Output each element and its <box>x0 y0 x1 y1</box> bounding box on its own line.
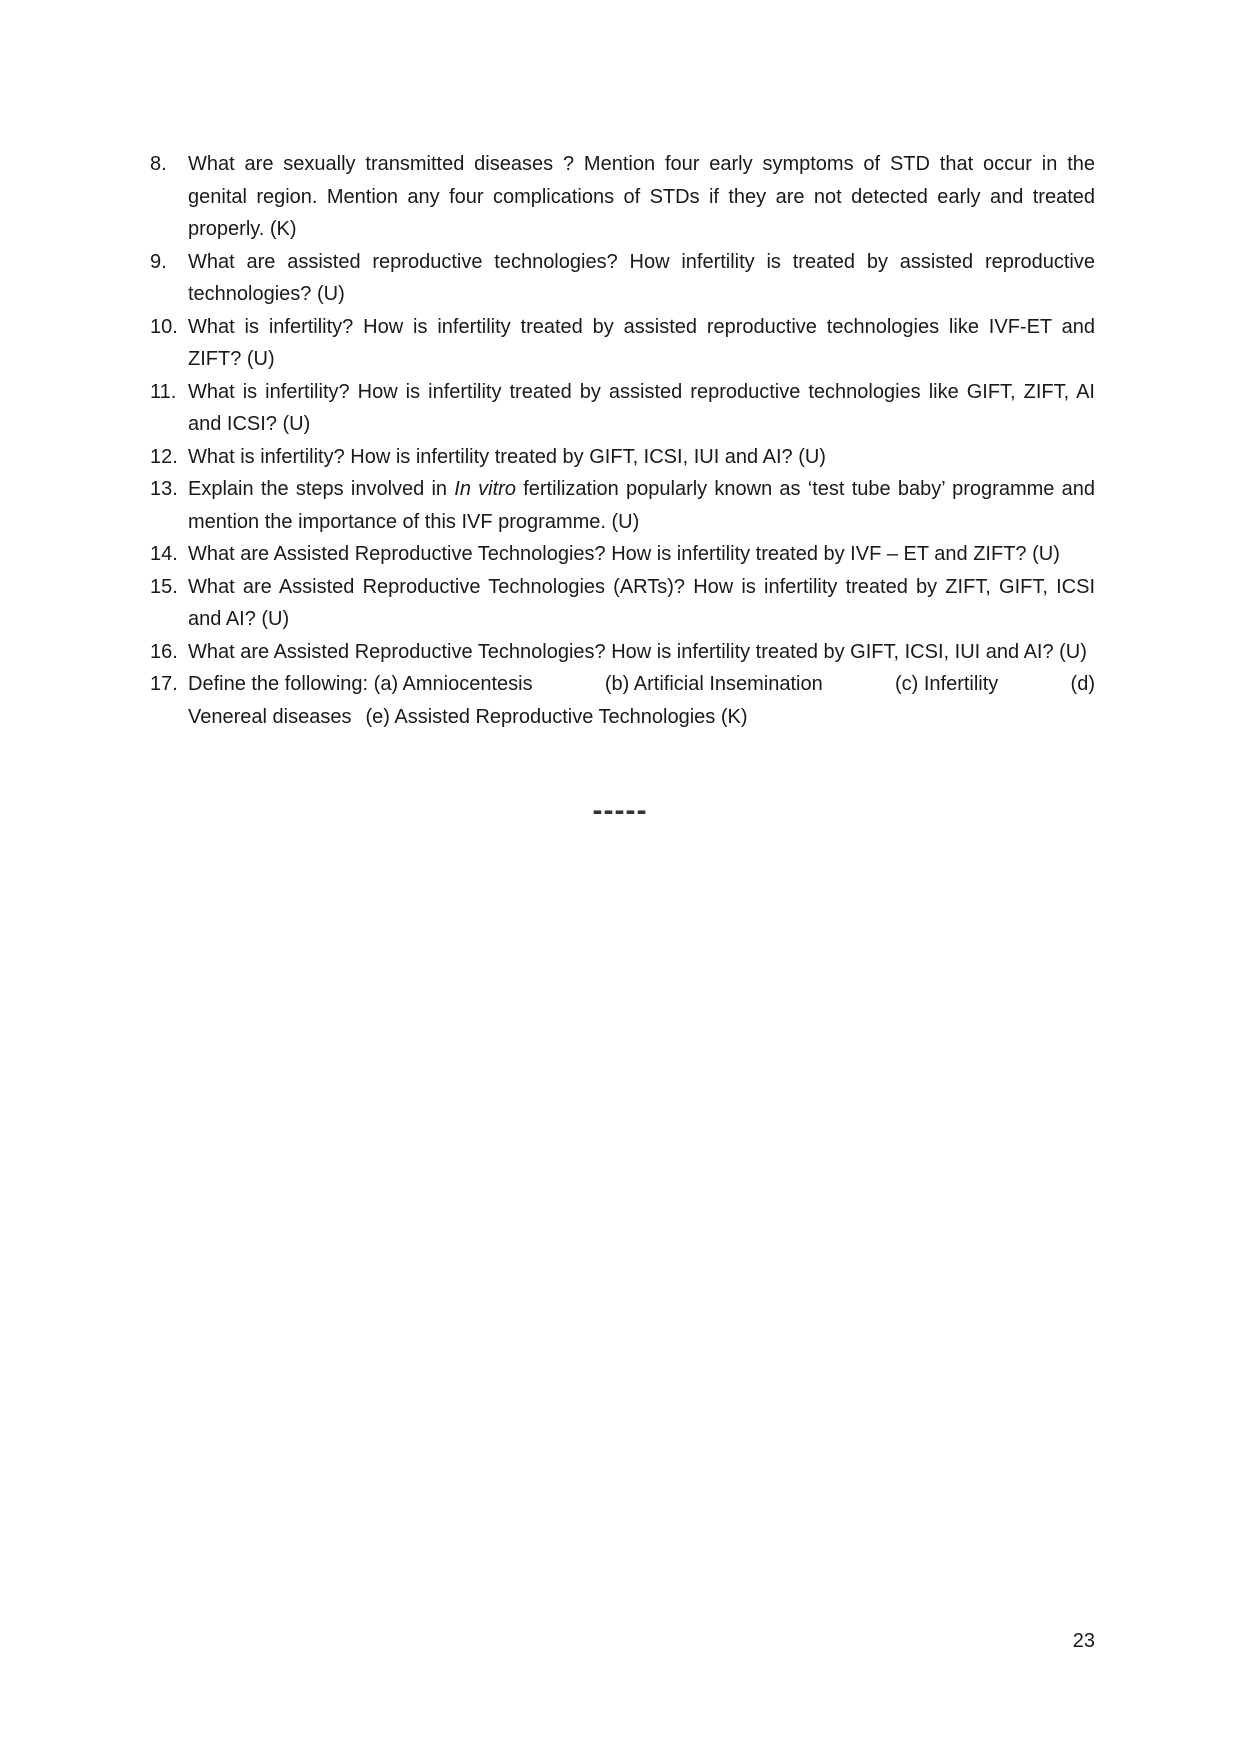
question-number: 13. <box>150 478 178 500</box>
question-number: 11. <box>150 380 177 403</box>
question-14 <box>150 538 1095 571</box>
question-text: What are Assisted Reproductive Technologies? How is infertility treated by IVF – ET and ZIFT? (U) <box>188 543 1060 565</box>
definition-intro: Define the following: (a) Amniocentesis <box>188 673 533 695</box>
question-text-end: fertilization popularly known as ‘test tube baby’ programme and mention the importance of this IVF programme. (U) <box>188 478 1095 533</box>
definition-item-d-text: Venereal diseases <box>188 705 352 728</box>
question-8 <box>150 148 1095 246</box>
question-text <box>188 473 1095 538</box>
question-12 <box>150 441 1095 474</box>
page-number: 23 <box>1072 1630 1095 1652</box>
question-9 <box>150 246 1095 311</box>
question-text: What are Assisted Reproductive Technologies? How is infertility treated by GIFT, ICSI, IUI and AI? (U) <box>188 640 1087 663</box>
question-text-start: Explain the steps involved in <box>188 478 455 500</box>
question-13 <box>150 473 1095 538</box>
question-number: 17. <box>150 673 178 695</box>
question-number: 14. <box>150 543 178 565</box>
question-text: What are sexually transmitted diseases ? Mention four early symptoms of STD that occur in the genital region. Mention any four complications of STDs if they are not detected early and treated properly. (K) <box>188 153 1095 240</box>
question-text: What are assisted reproductive technologies? How infertility is treated by assisted reproductive technologies? (U) <box>188 250 1095 305</box>
question-list <box>150 148 1095 733</box>
question-text: What is infertility? How is infertility treated by GIFT, ICSI, IUI and AI? (U) <box>188 445 826 468</box>
definition-item-b: (b) Artificial Insemination <box>604 673 823 695</box>
question-text: What are Assisted Reproductive Technologies (ARTs)? How is infertility treated by ZIFT, GIFT, ICSI and AI? (U) <box>188 575 1095 630</box>
question-number: 16. <box>150 640 178 663</box>
definition-row-1 <box>188 668 1095 701</box>
definition-item-d-label: (d) <box>1070 673 1095 695</box>
question-10 <box>150 311 1095 376</box>
definition-item-e: (e) Assisted Reproductive Technologies (K) <box>365 705 748 728</box>
question-15 <box>150 571 1095 636</box>
definition-row-2 <box>188 706 748 728</box>
question-16 <box>150 636 1095 669</box>
question-text <box>188 668 1095 733</box>
question-number: 15. <box>150 575 178 598</box>
definition-item-c: (c) Infertility <box>894 673 999 695</box>
question-number: 10. <box>150 315 178 338</box>
question-17 <box>150 668 1095 733</box>
question-number: 9. <box>150 250 167 273</box>
question-text: What is infertility? How is infertility treated by assisted reproductive technologies like IVF-ET and ZIFT? (U) <box>188 315 1095 370</box>
question-number: 8. <box>150 153 167 175</box>
question-text: What is infertility? How is infertility treated by assisted reproductive technologies like GIFT, ZIFT, AI and ICSI? (U) <box>188 380 1095 435</box>
question-11 <box>150 376 1095 441</box>
italic-term: In vitro <box>454 478 516 500</box>
end-of-section-mark: ----- <box>592 794 648 827</box>
question-number: 12. <box>150 445 178 468</box>
